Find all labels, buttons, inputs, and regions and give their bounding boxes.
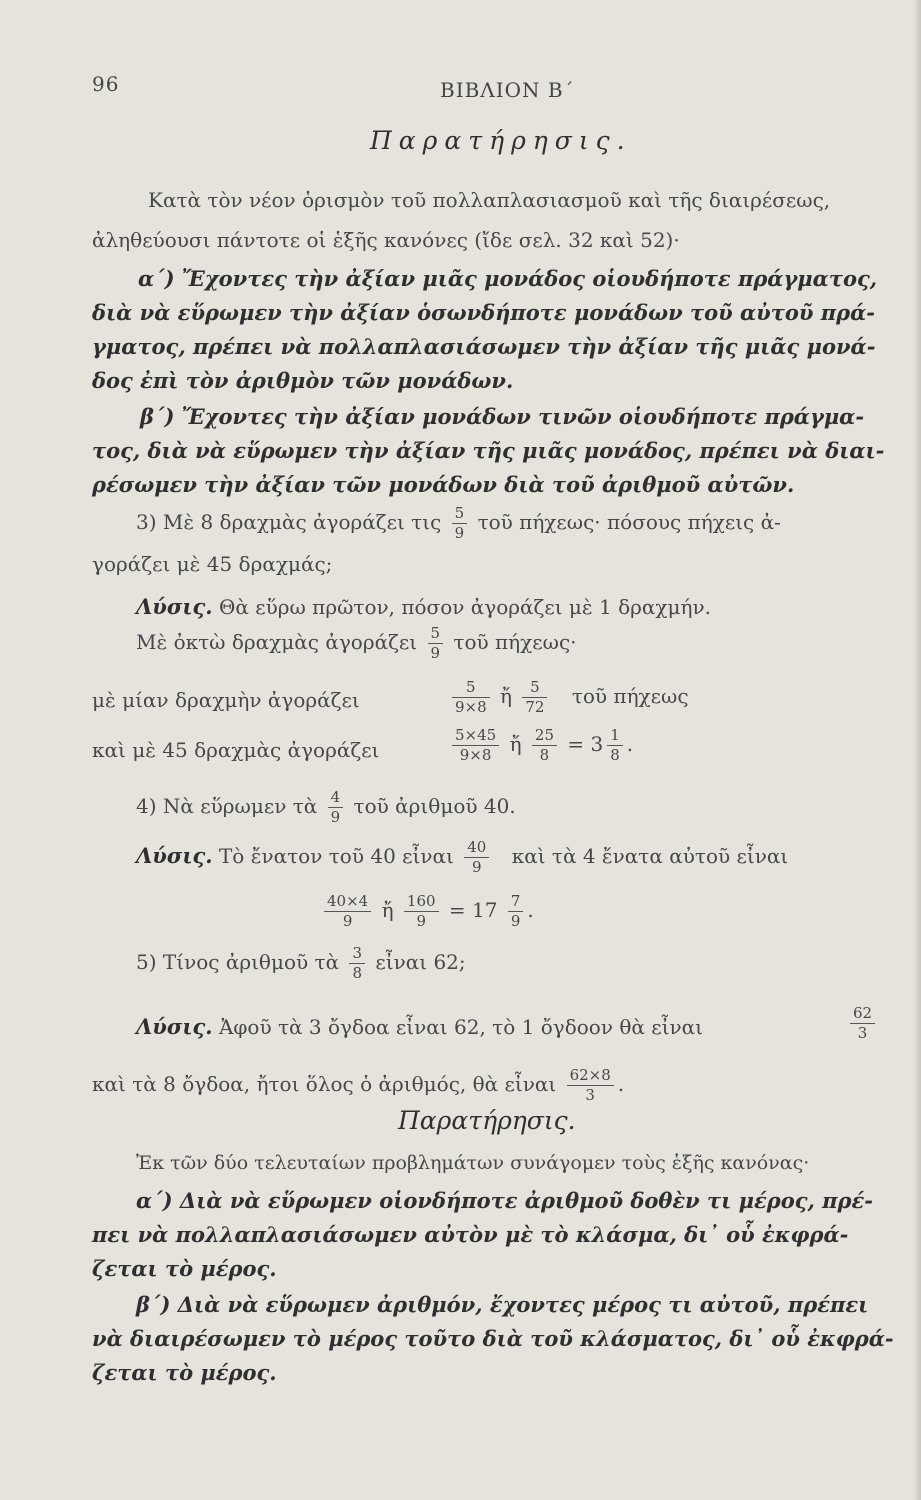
rule-b-line-1: β΄) Ἔχοντες τὴν ἀξίαν μονάδων τινῶν οἱουδήποτε πράγμα- — [140, 404, 865, 429]
rule2-a-line-3: ζεται τὸ μέρος. — [92, 1256, 277, 1281]
intro-line-1: Κατὰ τὸν νέον ὁρισμὸν τοῦ πολλαπλασιασμοῦ καὶ τῆς διαιρέσεως, — [148, 188, 831, 212]
rule-a-line-3: γματος, πρέπει νὰ πολλαπλασιάσωμεν τὴν ἀξίαν τῆς μιᾶς μονά- — [92, 334, 876, 359]
intro-line-2: ἀληθεύουσι πάντοτε οἱ ἑξῆς κανόνες (ἴδε σελ. 32 καὶ 52)· — [92, 228, 680, 252]
rule2-b-line-2: νὰ διαιρέσωμεν τὸ μέρος τοῦτο διὰ τοῦ κλάσματος, δι᾽ οὗ ἐκφρά- — [92, 1326, 894, 1351]
problem-3-step-2-math: $\frac{5}{9\times 8}$ ἤ $\frac{5}{72}$ τοῦ πήχεως — [448, 680, 689, 715]
solution-label: Λύσις. — [136, 594, 213, 619]
fraction: $\frac{1}{8}$ — [607, 728, 623, 763]
problem-5-solution: Λύσις. Ἀφοῦ τὰ 3 ὄγδοα εἶναι 62, τὸ 1 ὄγδοον θὰ εἶναι — [136, 1014, 703, 1039]
problem-4-result: $\frac{40\times 4}{9}$ ἤ $\frac{160}{9}$ = 17 $\frac{7}{9}$ . — [320, 894, 534, 929]
section-title-1: Παρατήρησις. — [370, 126, 632, 155]
fraction: $\frac{62\times 8}{3}$ — [567, 1068, 614, 1103]
fraction: $\frac{5}{72}$ — [522, 680, 547, 715]
problem-4-statement: 4) Νὰ εὕρωμεν τὰ $\frac{4}{9}$ τοῦ ἀριθμοῦ 40. — [136, 788, 516, 826]
fraction: $\frac{7}{9}$ — [508, 894, 524, 929]
problem-5-statement: 5) Τίνος ἀριθμοῦ τὰ $\frac{3}{8}$ εἶναι 62; — [136, 944, 466, 982]
problem-4-solution: Λύσις. Τὸ ἔνατον τοῦ 40 εἶναι $\frac{40}{9}$ καὶ τὰ 4 ἔνατα αὐτοῦ εἶναι — [136, 838, 789, 876]
solution-label: Λύσις. — [136, 843, 213, 868]
problem-3-step-1: Μὲ ὀκτὼ δραχμὰς ἀγοράζει $\frac{5}{9}$ τοῦ πήχεως· — [136, 624, 577, 662]
running-title: ΒΙΒΛΙΟΝ Β΄ — [440, 78, 575, 102]
rule2-a-line-2: πει νὰ πολλαπλασιάσωμεν αὐτὸν μὲ τὸ κλάσμα, δι᾽ οὗ ἐκφρά- — [92, 1222, 849, 1247]
solution-label: Λύσις. — [136, 1014, 213, 1039]
rule-a-line-4: δος ἐπὶ τὸν ἀριθμὸν τῶν μονάδων. — [92, 368, 514, 393]
problem-5-solution-fraction — [846, 1006, 879, 1041]
page-number: 96 — [92, 72, 120, 96]
problem-3-step-2-label: μὲ μίαν δραχμὴν ἀγοράζει — [92, 688, 360, 712]
problem-3-statement: 3) Μὲ 8 δραχμὰς ἀγοράζει τις $\frac{5}{9}$ τοῦ πήχεως· πόσους πήχεις ἀ- — [136, 504, 781, 542]
fraction: $\frac{5}{9}$ — [452, 506, 468, 541]
rule2-b-line-3: ζεται τὸ μέρος. — [92, 1360, 277, 1385]
problem-3-step-3-math: $\frac{5\times 45}{9\times 8}$ ἤ $\frac{25}{8}$ = 3 $\frac{1}{8}$ . — [448, 728, 633, 763]
section-title-2: Παρατήρησις. — [398, 1106, 576, 1135]
fraction: $\frac{160}{9}$ — [404, 894, 439, 929]
fraction: $\frac{3}{8}$ — [349, 946, 365, 981]
fraction: $\frac{4}{9}$ — [328, 790, 344, 825]
rule2-a-line-1: α΄) Διὰ νὰ εὕρωμεν οἱονδήποτε ἀριθμοῦ δοθὲν τι μέρος, πρέ- — [136, 1188, 873, 1213]
rule-b-line-3: ρέσωμεν τὴν ἀξίαν τῶν μονάδων διὰ τοῦ ἀριθμοῦ αὐτῶν. — [92, 472, 795, 497]
fraction: $\frac{5}{9}$ — [428, 626, 444, 661]
page-edge-shadow — [913, 0, 921, 1500]
fraction: $\frac{62}{3}$ — [850, 1006, 875, 1041]
rule2-b-line-1: β΄) Διὰ νὰ εὕρωμεν ἀριθμόν, ἔχοντες μέρος τι αὐτοῦ, πρέπει — [136, 1292, 869, 1317]
fraction: $\frac{25}{8}$ — [532, 728, 557, 763]
rule-a-line-1: α΄) Ἔχοντες τὴν ἀξίαν μιᾶς μονάδος οἱουδήποτε πράγματος, — [138, 266, 878, 291]
rule-b-line-2: τος, διὰ νὰ εὕρωμεν τὴν ἀξίαν τῆς μιᾶς μονάδος, πρέπει νὰ διαι- — [92, 438, 885, 463]
problem-5-line-2: καὶ τὰ 8 ὄγδοα, ἤτοι ὅλος ὁ ἀριθμός, θὰ εἶναι $\frac{62\times 8}{3}$ . — [92, 1066, 625, 1104]
fraction: $\frac{5}{9\times 8}$ — [452, 680, 490, 715]
fraction: $\frac{40}{9}$ — [464, 840, 489, 875]
fraction: $\frac{40\times 4}{9}$ — [324, 894, 371, 929]
section-2-intro: Ἐκ τῶν δύο τελευταίων προβλημάτων συνάγομεν τοὺς ἑξῆς κανόνας· — [136, 1152, 810, 1174]
problem-3-line-2: γοράζει μὲ 45 δραχμάς; — [92, 552, 333, 576]
problem-3-solution: Λύσις. Θὰ εὕρω πρῶτον, πόσον ἀγοράζει μὲ 1 δραχμήν. — [136, 594, 712, 619]
fraction: $\frac{5\times 45}{9\times 8}$ — [452, 728, 499, 763]
rule-a-line-2: διὰ νὰ εὕρωμεν τὴν ἀξίαν ὁσωνδήποτε μονάδων τοῦ αὐτοῦ πρά- — [92, 300, 875, 325]
problem-3-step-3-label: καὶ μὲ 45 δραχμὰς ἀγοράζει — [92, 738, 380, 762]
